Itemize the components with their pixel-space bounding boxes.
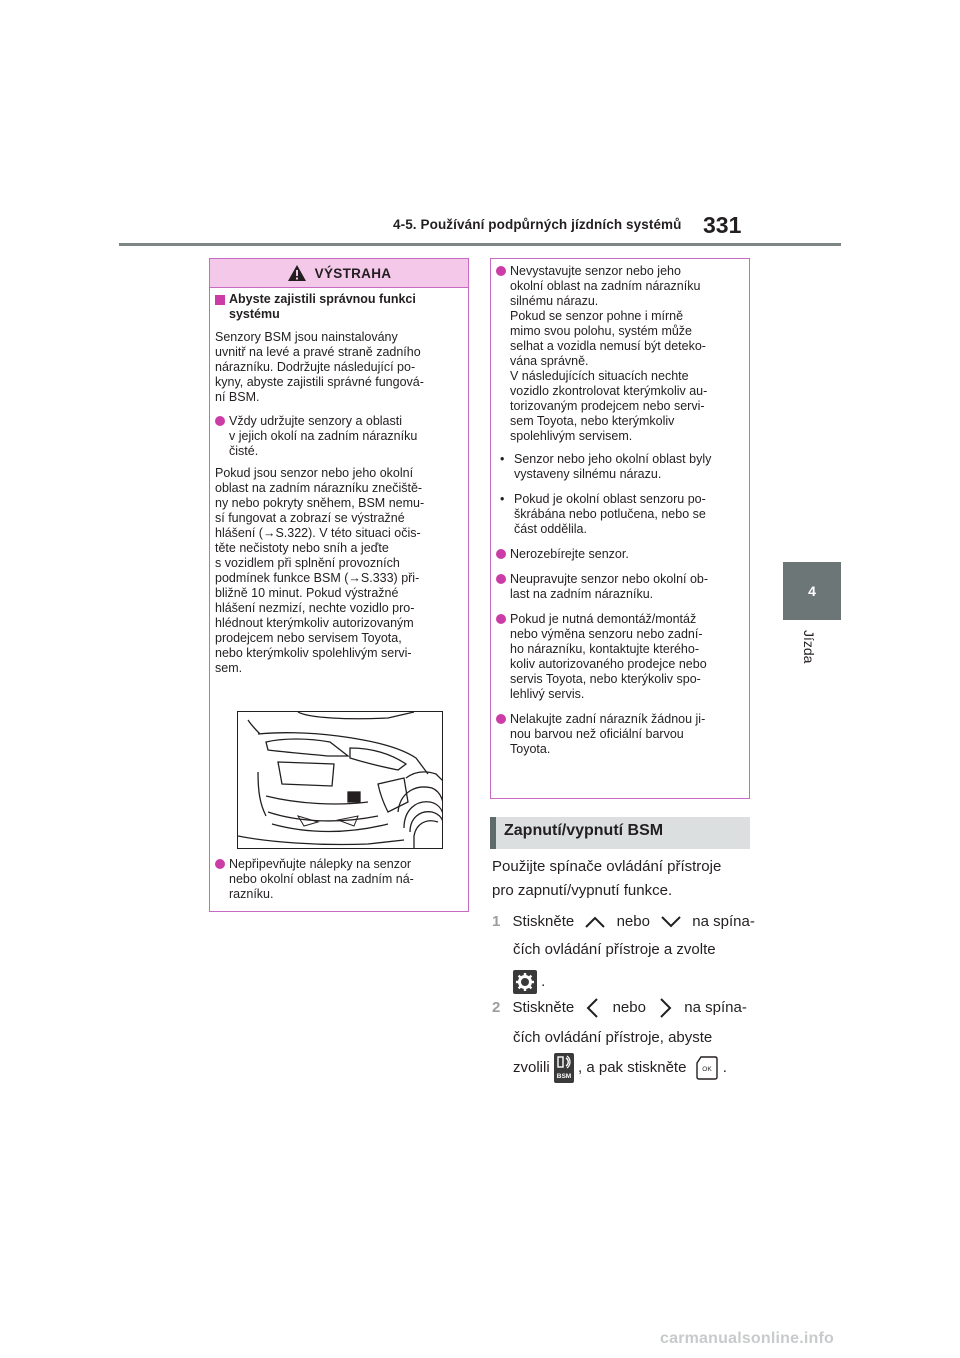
bullet-icon xyxy=(496,714,506,724)
page-number: 331 xyxy=(703,212,742,238)
rear-bumper-illustration xyxy=(237,711,443,849)
bullet-icon xyxy=(215,859,225,869)
warning-box xyxy=(209,258,469,912)
bullet-icon xyxy=(496,614,506,624)
chevron-right-icon xyxy=(654,996,676,1020)
vehicle-rear-drawing xyxy=(238,712,443,849)
chapter-label-text: Jízda xyxy=(801,630,817,664)
warning-content xyxy=(215,292,465,676)
step-1: 1 Stiskněte nebo na spína- čích ovládání přístroje a zvolte . xyxy=(492,908,772,996)
warning-item-clean: Vždy udržujte senzory a oblasti v jejich okolí na zadním nárazníku čisté. xyxy=(215,414,465,459)
section-heading-bar xyxy=(490,817,496,849)
bullet-icon xyxy=(496,574,506,584)
bsm-icon xyxy=(554,1053,574,1083)
warning2-item-replace: Pokud je nutná demontáž/montáž nebo výměna senzoru nebo zadní- ho nárazníku, kontaktujte kterého- koliv autorizovaného prodejce nebo servis Toyota, nebo kterýkoliv spo- lehlivý servis. xyxy=(496,612,748,702)
warning-title: VÝSTRAHA xyxy=(314,265,392,281)
chevron-up-icon xyxy=(582,914,608,930)
warning2-item-disassemble: Nerozebírejte senzor. xyxy=(496,547,748,562)
chevron-left-icon xyxy=(582,996,604,1020)
bullet-icon xyxy=(496,549,506,559)
warning2-content xyxy=(496,264,748,757)
warning2-sub-scratched: • Pokud je okolní oblast senzoru po- škrábána nebo potlučena, nebo se část oddělila. xyxy=(500,492,706,536)
watermark[interactable]: carmanualsonline.info xyxy=(660,1330,835,1347)
chapter-label xyxy=(783,630,841,690)
warning-header xyxy=(210,259,468,288)
step-2: 2 Stiskněte nebo na spína- čích ovládání přístroje, abyste zvolili BSM , a pak stiskněte OK . xyxy=(492,993,772,1083)
square-bullet-icon xyxy=(215,295,225,305)
warning-item-stickers-wrap xyxy=(215,857,465,902)
chevron-down-icon xyxy=(658,914,684,930)
section-title: 4-5. Používání podpůrných jízdních systémů xyxy=(393,217,682,232)
warning-item-stickers: Nepřipevňujte nálepky na senzor nebo okolní oblast na zadním ná- razníku. xyxy=(215,857,465,902)
warning-intro: Senzory BSM jsou nainstalovány uvnitř na levé a pravé straně zadního nárazníku. Dodržujte následující po- kyny, abyste zajistili správné fungová- ní BSM. xyxy=(215,330,424,404)
bullet-icon xyxy=(496,266,506,276)
svg-text:OK: OK xyxy=(701,1066,712,1074)
section-heading-text: Zapnutí/vypnutí BSM xyxy=(504,822,664,839)
warning-heading: Abyste zajistili správnou funkci systému xyxy=(215,292,465,322)
step-number: 1 xyxy=(492,913,501,930)
warning2-item-impact: Nevystavujte senzor nebo jeho okolní oblast na zadním nárazníku silnému nárazu. Pokud se senzor pohne i mírně mimo svou polohu, systém může selhat a vozidla nemusí být deteko- vána správně. V následujících situacích nechte vozidlo zkontrolovat kterýmkoliv au- torizovaným prodejcem nebo servi- sem Toyota, nebo kterýmkoliv spolehlivým servisem. xyxy=(496,264,748,444)
warning2-item-paint: Nelakujte zadní nárazník žádnou ji- nou barvou než oficiální barvou Toyota. xyxy=(496,712,748,757)
warning-paragraph: Pokud jsou senzor nebo jeho okolní oblast na zadním nárazníku znečiště- ny nebo pokryty sněhem, BSM nemu- sí fungovat a zobrazí se výstražné hlášení (→S.322). V této situaci očis- těte nečistoty nebo sníh a jeďte s vozidlem při splnění provozních podmínek funkce BSM (→S.333) při- bližně 10 minut. Pokud výstražné hlášení nezmizí, nechte vozidlo pro- hlédnout kterýmkoliv autorizovaným prodejcem nebo servisem Toyota, nebo kterýmkoliv spolehlivým servi- sem. xyxy=(215,466,425,675)
gear-icon xyxy=(513,970,537,994)
section-heading xyxy=(490,817,750,849)
chapter-tab: 4 xyxy=(783,562,841,620)
step-number: 2 xyxy=(492,999,501,1016)
warning-triangle-icon xyxy=(287,264,307,282)
bullet-icon xyxy=(215,416,225,426)
section-intro: Použijte spínače ovládání přístroje pro zapnutí/vypnutí funkce. xyxy=(492,858,722,899)
warning2-item-modify: Neupravujte senzor nebo okolní ob- last na zadním nárazníku. xyxy=(496,572,748,602)
svg-text:BSM: BSM xyxy=(556,1073,572,1081)
warning-box-continued xyxy=(490,258,750,799)
header-rule xyxy=(119,243,841,246)
ok-button-icon xyxy=(695,1055,719,1081)
warning2-sub-impact: • Senzor nebo jeho okolní oblast byly vystaveny silnému nárazu. xyxy=(500,452,712,481)
